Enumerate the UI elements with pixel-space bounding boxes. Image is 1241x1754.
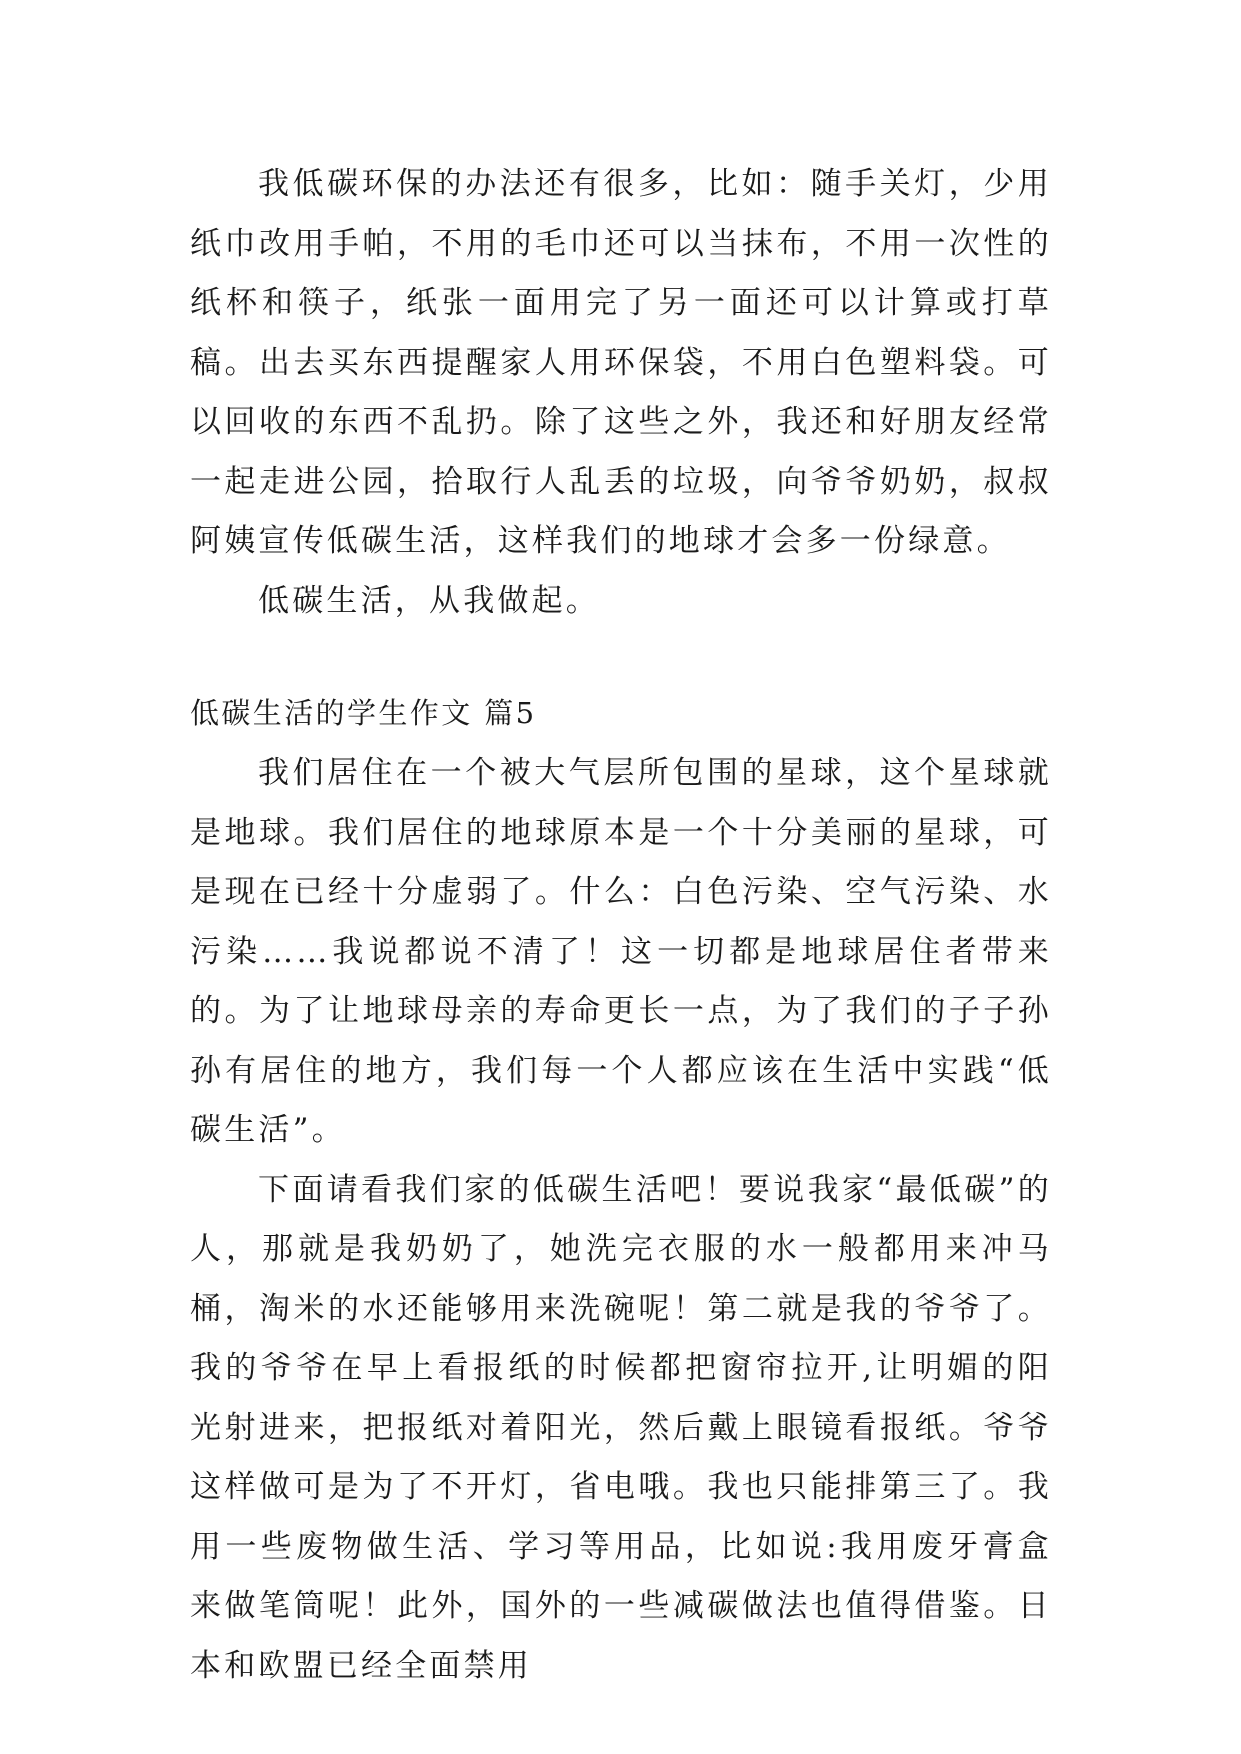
paragraph: 我低碳环保的办法还有很多，比如：随手关灯，少用纸巾改用手帕，不用的毛巾还可以当抹布，不用一次性的纸杯和筷子，纸张一面用完了另一面还可以计算或打草稿。出去买东西提醒家人用环保袋，不用白色塑料袋。可以回收的东西不乱扔。除了这些之外，我还和好朋友经常一起走进公园，拾取行人乱丢的垃圾，向爷爷奶奶，叔叔阿姨宣传低碳生活，这样我们的地球才会多一份绿意。 bbox=[190, 166, 1052, 559]
section-two-body bbox=[190, 744, 1052, 1696]
section-one-body bbox=[190, 155, 1052, 631]
paragraph: 下面请看我们家的低碳生活吧！要说我家“最低碳”的人，那就是我奶奶了，她洗完衣服的水一般都用来冲马桶，淘米的水还能够用来洗碗呢！第二就是我的爷爷了。我的爷爷在早上看报纸的时候都把窗帘拉开,让明媚的阳光射进来，把报纸对着阳光，然后戴上眼镜看报纸。爷爷这样做可是为了不开灯，省电哦。我也只能排第三了。我用一些废物做生活、学习等用品，比如说:我用废牙膏盒来做笔筒呢！此外，国外的一些减碳做法也值得借鉴。日本和欧盟已经全面禁用 bbox=[190, 1171, 1052, 1684]
paragraph: 低碳生活，从我做起。 bbox=[258, 582, 600, 619]
section-heading: 低碳生活的学生作文 篇5 bbox=[190, 696, 537, 730]
paragraph: 我们居住在一个被大气层所包围的星球，这个星球就是地球。我们居住的地球原本是一个十分美丽的星球，可是现在已经十分虚弱了。什么：白色污染、空气污染、水污染……我说都说不清了！这一切都是地球居住者带来的。为了让地球母亲的寿命更长一点，为了我们的子子孙孙有居住的地方，我们每一个人都应该在生活中实践“低碳生活”。 bbox=[190, 755, 1052, 1148]
